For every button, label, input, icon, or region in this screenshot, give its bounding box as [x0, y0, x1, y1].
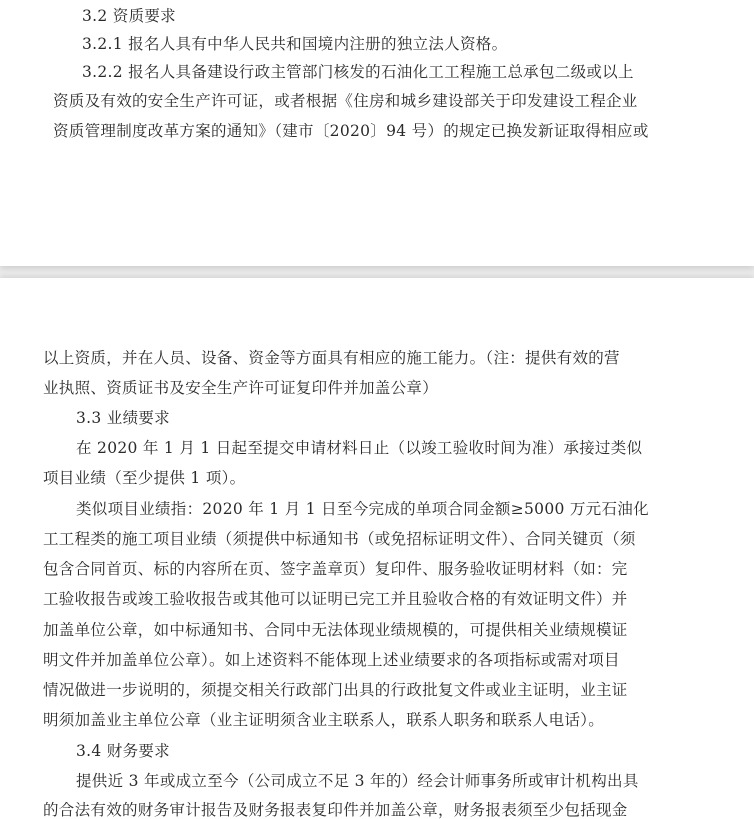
paragraph-line: 明须加盖业主单位公章（业主证明须含业主联系人，联系人职务和联系人电话）。 [43, 711, 605, 729]
paragraph-line: 资质管理制度改革方案的通知》（建市〔2020〕94 号）的规定已换发新证取得相应或 [53, 122, 649, 140]
paragraph-line: 项目业绩（至少提供 1 项）。 [43, 469, 246, 487]
section-heading-3-4: 3.4 财务要求 [76, 742, 170, 760]
paragraph-line: 加盖单位公章，如中标通知书、合同中无法体现业绩规模的，可提供相关业绩规模证 [43, 621, 628, 639]
paragraph-line: 资质及有效的安全生产许可证，或者根据《住房和城乡建设部关于印发建设工程企业 [53, 92, 638, 110]
paragraph-line: 业执照、资质证书及安全生产许可证复印件并加盖公章） [43, 379, 439, 397]
paragraph-line: 3.2.1 报名人具有中华人民共和国境内注册的独立法人资格。 [82, 35, 508, 53]
paragraph-line: 工工程类的施工项目业绩（须提供中标通知书（或免招标证明文件）、合同关键页（须 [43, 530, 636, 548]
paragraph-line: 情况做进一步说明的，须提交相关行政部门出具的行政批复文件或业主证明，业主证 [43, 681, 628, 699]
paragraph-line: 明文件并加盖单位公章）。如上述资料不能体现上述业绩要求的各项指标或需对项目 [43, 651, 620, 669]
paragraph-line: 以上资质，并在人员、设备、资金等方面具有相应的施工能力。（注：提供有效的营 [43, 349, 620, 367]
paragraph-line: 提供近 3 年或成立至今（公司成立不足 3 年的）经会计师事务所或审计机构出具 [76, 772, 639, 790]
paragraph-line: 工验收报告或竣工验收报告或其他可以证明已完工并且验收合格的有效证明文件）并 [43, 590, 628, 608]
paragraph-line: 类似项目业绩指：2020 年 1 月 1 日至今完成的单项合同金额≥5000 万元石油化 [76, 500, 649, 518]
paragraph-line: 3.2.2 报名人具备建设行政主管部门核发的石油化工工程施工总承包二级或以上 [82, 63, 634, 81]
paragraph-line: 包含合同首页、标的内容所在页、签字盖章页）复印件、服务验收证明材料（如：完 [43, 560, 628, 578]
paragraph-line: 的合法有效的财务审计报告及财务报表复印件并加盖公章，财务报表须至少包括现金 [43, 801, 628, 819]
document-page-lower [0, 278, 754, 819]
paragraph-line: 在 2020 年 1 月 1 日起至提交申请材料日止（以竣工验收时间为准）承接过类似 [76, 439, 643, 457]
section-heading-3-3: 3.3 业绩要求 [76, 409, 170, 427]
document-page-upper [0, 0, 754, 266]
section-heading-3-2: 3.2 资质要求 [82, 7, 176, 25]
